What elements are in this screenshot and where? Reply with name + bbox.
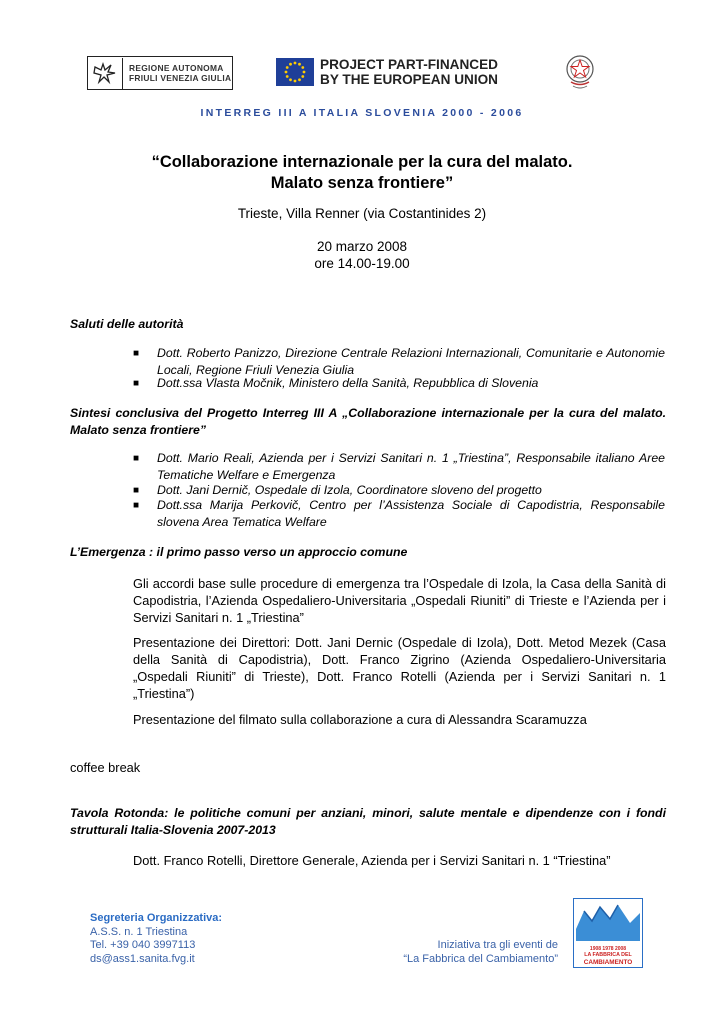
secretariat-email: ds@ass1.sanita.fvg.it xyxy=(90,952,195,965)
secretariat-title: Segreteria Organizzativa: xyxy=(90,912,223,924)
eu-logo xyxy=(276,57,498,87)
bullet-icon: ■ xyxy=(133,453,140,464)
coffee-break: coffee break xyxy=(70,760,141,775)
fabbrica-logo-line2: CAMBIAMENTO xyxy=(583,958,633,966)
event-venue: Trieste, Villa Renner (via Costantinides 2) xyxy=(237,206,487,221)
eu-logo-line1: PROJECT PART-FINANCED xyxy=(320,57,498,72)
event-title xyxy=(0,152,724,194)
initiative-line1: Iniziativa tra gli eventi de xyxy=(437,939,558,951)
secretariat-tel: Tel. +39 040 3997113 xyxy=(90,939,196,951)
region-logo-line1: REGIONE AUTONOMA xyxy=(129,63,224,73)
list-item: Dott. Roberto Panizzo, Direzione Centrale Relazioni Internazionali, Comunitarie e Autonomie Locali, Regione Friuli Venezia Giulia xyxy=(157,346,665,377)
paragraph: Gli accordi base sulle procedure di emergenza tra l’Ospedale di Izola, la Casa della Sanità di Capodistria, l’Azienda Ospedaliero-Universitaria „Ospedali Riuniti” di Trieste e l’Azienda per i Servizi Sanitari n. 1 „Triestina” xyxy=(133,576,666,625)
bullet-icon: ■ xyxy=(133,500,140,511)
event-time: ore 14.00-19.00 xyxy=(314,256,410,271)
section-heading-saluti: Saluti delle autorità xyxy=(70,317,184,331)
bullet-icon: ■ xyxy=(133,485,140,496)
secretariat-block xyxy=(90,912,222,966)
fabbrica-logo xyxy=(573,898,643,968)
eu-flag-icon xyxy=(276,58,314,86)
eu-logo-line2: BY THE EUROPEAN UNION xyxy=(320,72,498,87)
eagle-icon xyxy=(88,58,123,89)
fabbrica-logo-icon xyxy=(574,899,642,941)
event-title-line1: “Collaborazione internazionale per la cura del malato. xyxy=(151,153,573,171)
bullet-icon: ■ xyxy=(133,378,140,389)
bullet-icon: ■ xyxy=(133,348,140,359)
region-logo-line2: FRIULI VENEZIA GIULIA xyxy=(129,73,232,83)
list-item: Dott. Jani Dernič, Ospedale di Izola, Coordinatore sloveno del progetto xyxy=(157,483,542,497)
paragraph: Presentazione del filmato sulla collaborazione a cura di Alessandra Scaramuzza xyxy=(133,712,587,727)
event-date: 20 marzo 2008 xyxy=(316,239,408,254)
section-heading-emergenza: L’Emergenza : il primo passo verso un approccio comune xyxy=(70,545,408,559)
initiative-block xyxy=(380,939,558,966)
italian-emblem-icon xyxy=(565,51,595,93)
paragraph: Dott. Franco Rotelli, Direttore Generale, Azienda per i Servizi Sanitari n. 1 “Triestina” xyxy=(133,853,611,868)
section-heading-sintesi: Sintesi conclusiva del Progetto Interreg III A „Collaborazione internazionale per la cura del malato. Malato senza frontiere” xyxy=(70,406,666,437)
fabbrica-logo-years: 1908 1978 2008 xyxy=(589,946,627,952)
paragraph: Presentazione dei Direttori: Dott. Jani Dernic (Ospedale di Izola), Dott. Metod Mezek (Casa della Sanità di Capodistria), Dott. Franco Zigrino (Azienda Ospedaliero-Universitaria „Ospedali Riuniti” di Trieste), Dott. Franco Rotelli (Azienda per i Servizi Sanitari n. 1 „Triestina”) xyxy=(133,635,666,701)
list-item: Dott.ssa Marija Perkovič, Centro per l’Assistenza Sociale di Capodistria, Responsabile slovena Area Tematica Welfare xyxy=(157,498,665,529)
list-item: Dott.ssa Vlasta Močnik, Ministero della Sanità, Repubblica di Slovenia xyxy=(157,376,539,390)
fabbrica-logo-line1: LA FABBRICA DEL xyxy=(584,952,632,958)
program-title: INTERREG III A ITALIA SLOVENIA 2000 - 2006 xyxy=(200,107,524,119)
region-logo xyxy=(87,56,233,90)
event-title-line2: Malato senza frontiere” xyxy=(270,174,454,192)
section-heading-tavola: Tavola Rotonda: le politiche comuni per anziani, minori, salute mentale e dipendenze con i fondi strutturali Italia-Slovenia 2007-2013 xyxy=(70,806,666,837)
list-item: Dott. Mario Reali, Azienda per i Servizi Sanitari n. 1 „Triestina”, Responsabile italiano Aree Tematiche Welfare e Emergenza xyxy=(157,451,665,482)
secretariat-org: A.S.S. n. 1 Triestina xyxy=(90,925,188,938)
initiative-line2: “La Fabbrica del Cambiamento” xyxy=(403,952,558,965)
